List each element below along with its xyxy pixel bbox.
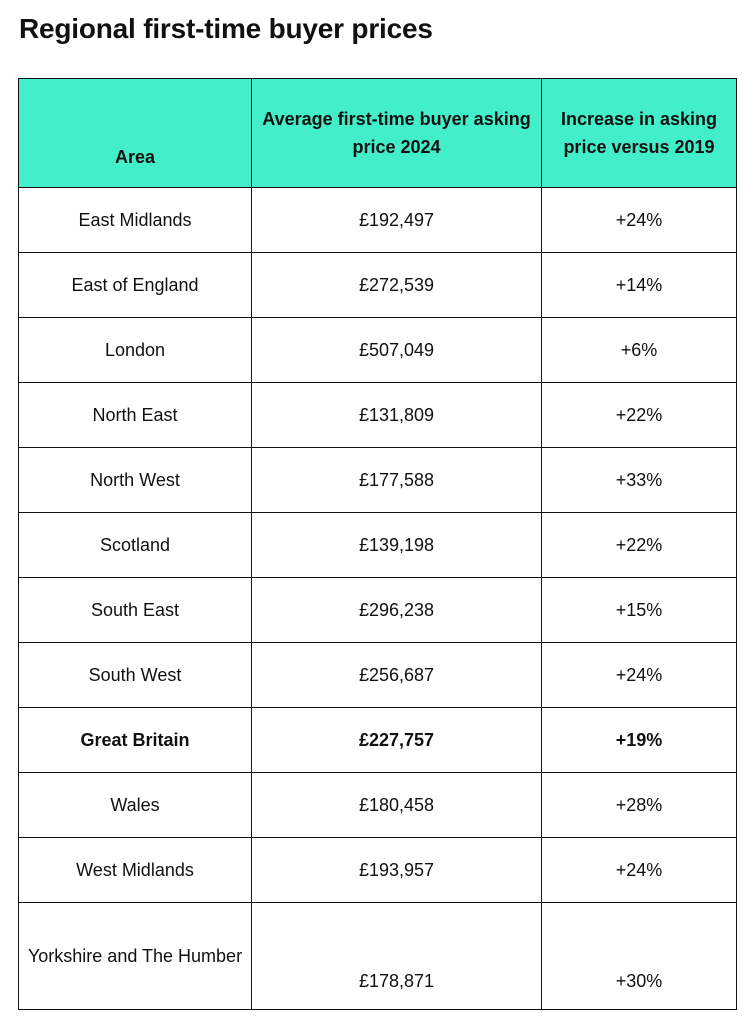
- cell-increase: +15%: [542, 578, 737, 643]
- cell-area: North East: [19, 383, 252, 448]
- cell-price: £178,871: [252, 903, 542, 1010]
- cell-increase: +24%: [542, 838, 737, 903]
- cell-area: South East: [19, 578, 252, 643]
- table-row: [19, 318, 737, 383]
- cell-area: East of England: [19, 253, 252, 318]
- cell-area: East Midlands: [19, 188, 252, 253]
- cell-price: £131,809: [252, 383, 542, 448]
- cell-area: Yorkshire and The Humber: [19, 903, 252, 1010]
- table-row-total: [19, 708, 737, 773]
- table-row: [19, 188, 737, 253]
- cell-price: £192,497: [252, 188, 542, 253]
- cell-increase: +24%: [542, 188, 737, 253]
- cell-area: Scotland: [19, 513, 252, 578]
- page-title: Regional first-time buyer prices: [19, 13, 433, 44]
- cell-area: South West: [19, 643, 252, 708]
- cell-increase: +22%: [542, 383, 737, 448]
- cell-price: £180,458: [252, 773, 542, 838]
- cell-area: West Midlands: [19, 838, 252, 903]
- table-header-row: [19, 79, 737, 188]
- cell-area: Great Britain: [19, 708, 252, 773]
- cell-increase: +30%: [542, 903, 737, 1010]
- cell-price: £272,539: [252, 253, 542, 318]
- table-row: [19, 838, 737, 903]
- cell-increase: +19%: [542, 708, 737, 773]
- table-row: [19, 773, 737, 838]
- table-row: [19, 903, 737, 1010]
- cell-price: £139,198: [252, 513, 542, 578]
- cell-price: £177,588: [252, 448, 542, 513]
- cell-price: £227,757: [252, 708, 542, 773]
- cell-increase: +24%: [542, 643, 737, 708]
- price-table: [18, 78, 737, 1010]
- cell-price: £256,687: [252, 643, 542, 708]
- cell-price: £193,957: [252, 838, 542, 903]
- table-row: [19, 253, 737, 318]
- table-row: [19, 448, 737, 513]
- table-row: [19, 643, 737, 708]
- cell-price: £296,238: [252, 578, 542, 643]
- cell-area: North West: [19, 448, 252, 513]
- table-row: [19, 513, 737, 578]
- cell-area: Wales: [19, 773, 252, 838]
- cell-increase: +33%: [542, 448, 737, 513]
- column-header-price: Average first-time buyer asking price 2024: [252, 79, 542, 188]
- cell-area: London: [19, 318, 252, 383]
- cell-increase: +22%: [542, 513, 737, 578]
- table-row: [19, 578, 737, 643]
- cell-increase: +14%: [542, 253, 737, 318]
- cell-price: £507,049: [252, 318, 542, 383]
- cell-increase: +28%: [542, 773, 737, 838]
- table-row: [19, 383, 737, 448]
- column-header-increase: Increase in asking price versus 2019: [542, 79, 737, 188]
- column-header-area: Area: [19, 79, 252, 188]
- cell-increase: +6%: [542, 318, 737, 383]
